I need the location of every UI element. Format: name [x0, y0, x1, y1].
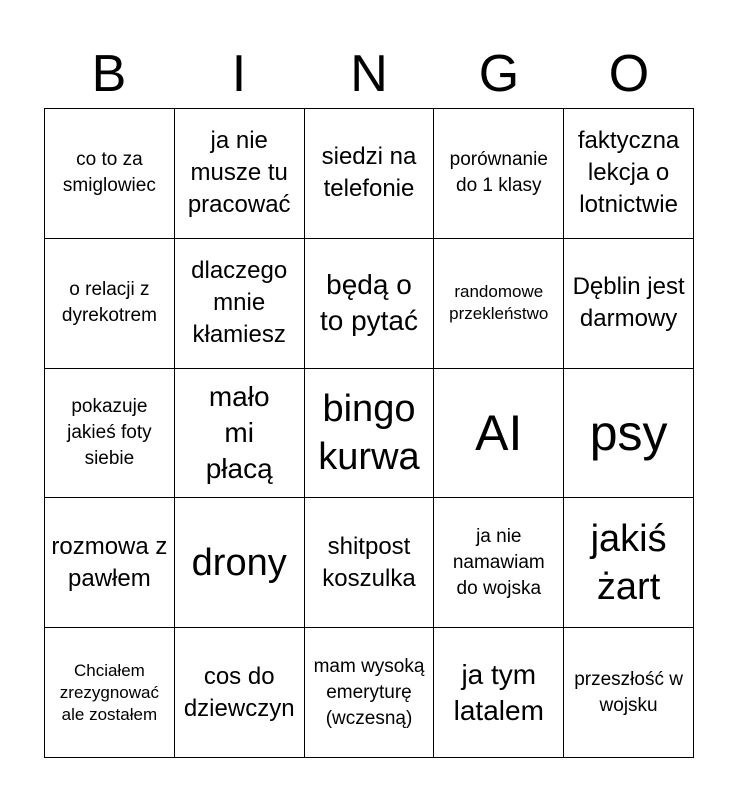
bingo-cell[interactable] — [564, 498, 694, 628]
cell-text: Dęblin jest darmowy — [572, 273, 685, 333]
bingo-cell[interactable] — [45, 628, 175, 758]
bingo-cell[interactable] — [45, 498, 175, 628]
bingo-header — [44, 40, 694, 108]
bingo-cell[interactable] — [434, 628, 564, 758]
bingo-cell[interactable] — [175, 109, 305, 239]
bingo-cell[interactable] — [305, 369, 435, 499]
cell-text: dlaczego mnie kłamiesz — [191, 257, 288, 349]
cell-text: AI — [475, 404, 523, 461]
cell-text: ja nie musze tu pracować — [187, 127, 291, 219]
bingo-cell[interactable] — [45, 239, 175, 369]
bingo-cell[interactable] — [434, 498, 564, 628]
cell-text: ja nie namawiam do wojska — [452, 525, 545, 599]
cell-text: porównanie do 1 klasy — [449, 149, 548, 197]
bingo-cell[interactable] — [305, 498, 435, 628]
cell-text: mało mi płacą — [205, 380, 273, 484]
cell-text: jakiś żart — [590, 517, 667, 608]
bingo-cell[interactable] — [564, 628, 694, 758]
cell-text: drony — [191, 541, 287, 584]
cell-text: przeszłość w wojsku — [574, 668, 683, 716]
bingo-cell[interactable] — [305, 109, 435, 239]
bingo-cell[interactable] — [305, 628, 435, 758]
cell-text: siedzi na telefonie — [321, 143, 417, 203]
cell-text: ja tym latalem — [453, 658, 544, 726]
header-letter-n: N — [350, 45, 388, 103]
bingo-cell[interactable] — [564, 239, 694, 369]
cell-text: mam wysoką emeryturę (wczesną) — [313, 655, 425, 729]
bingo-cell[interactable] — [45, 109, 175, 239]
bingo-cell[interactable] — [175, 498, 305, 628]
cell-text: rozmowa z pawłem — [51, 532, 168, 592]
cell-text: będą o to pytać — [319, 269, 419, 337]
bingo-cell[interactable] — [434, 369, 564, 499]
bingo-cell[interactable] — [45, 369, 175, 499]
cell-text: o relacji z dyrekotrem — [61, 279, 157, 327]
header-letter-i: I — [231, 45, 247, 103]
bingo-cell[interactable] — [434, 109, 564, 239]
cell-text: randomowe przekleństwo — [449, 282, 549, 324]
bingo-cell[interactable] — [305, 239, 435, 369]
header-letter-b: B — [91, 45, 127, 103]
cell-text: pokazuje jakieś foty siebie — [67, 395, 152, 469]
bingo-cell[interactable] — [434, 239, 564, 369]
cell-text: bingo kurwa — [318, 387, 420, 478]
cell-text: faktyczna lekcja o lotnictwie — [577, 127, 680, 219]
cell-text: co to za smiglowiec — [62, 149, 156, 197]
bingo-cell[interactable] — [564, 109, 694, 239]
cell-text: Chciałem zrezygnować ale zostałem — [59, 660, 159, 724]
cell-text: psy — [589, 404, 668, 461]
header-letter-g: G — [478, 45, 520, 103]
bingo-cell[interactable] — [175, 239, 305, 369]
cell-text: shitpost koszulka — [322, 532, 416, 592]
header-letter-o: O — [608, 45, 650, 103]
bingo-board — [44, 108, 694, 758]
cell-text: cos do dziewczyn — [183, 662, 295, 722]
bingo-cell[interactable] — [564, 369, 694, 499]
bingo-cell[interactable] — [175, 369, 305, 499]
bingo-cell[interactable] — [175, 628, 305, 758]
